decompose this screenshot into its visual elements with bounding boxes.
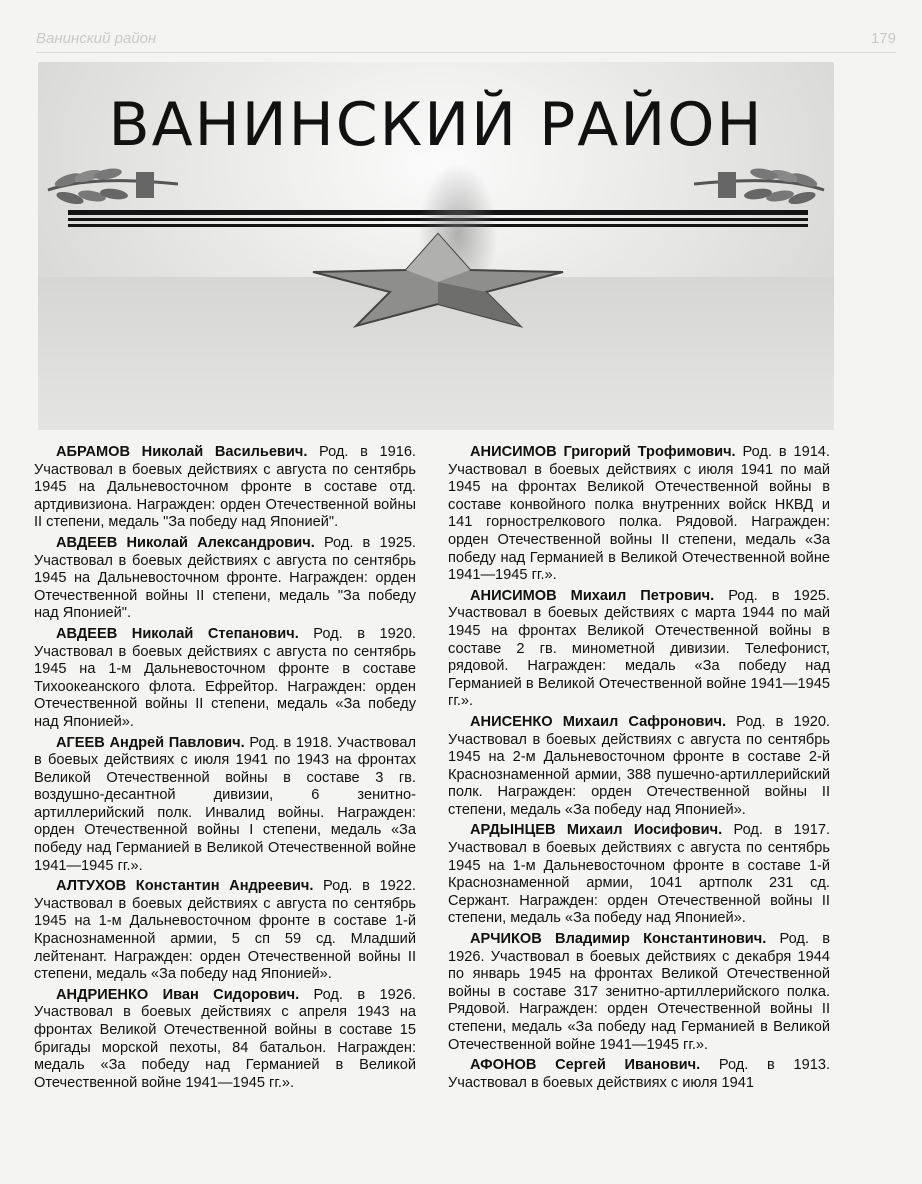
running-head-section: Ванинский район (36, 30, 157, 47)
biography-entry (448, 1057, 830, 1092)
biography-entry (448, 714, 830, 820)
entry-text: Род. в 1926. Участвовал в боевых действиях с апреля 1943 на фронтах Великой Отечественной войны в составе 15 бригады морской пехоты, 84 батальон. Награжден: медаль «За победу над Германией в Великой Отечественной войне 1941—1945 гг.». (34, 986, 416, 1091)
entry-text: Род. в 1918. Участвовал в боевых действиях с июля 1941 по 1943 на фронтах Великой Отечественной войны в составе 3 гв. воздушно-десантной дивизии, 6 зенитно-артиллерийский полк. Инвалид войны. Награжден: орден Отечественной войны I степени, медаль «За победу над Германией в Великой Отечественной войне 1941—1945 гг.». (34, 734, 416, 874)
entry-name: АФОНОВ Сергей Иванович. (470, 1057, 701, 1074)
biography-entry (448, 588, 830, 711)
entry-name: АРЧИКОВ Владимир Константинович. (470, 931, 767, 948)
entry-name: АВДЕЕВ Николай Александрович. (56, 534, 315, 551)
entry-name: АВДЕЕВ Николай Степанович. (56, 625, 299, 642)
biography-entry (34, 987, 416, 1093)
entry-text: Род. в 1916. Участвовал в боевых действиях с августа по сентябрь 1945 на Дальневосточном фронте в составе отд. артдивизиона. Награжден: орден Отечественной войны II степени, медаль "За победу над Японией". (34, 444, 416, 531)
entry-name: АРДЫНЦЕВ Михаил Иосифович. (470, 822, 723, 839)
entry-text: Род. в 1920. Участвовал в боевых действиях с августа по сентябрь 1945 на 1-м Дальневосточном фронте в составе Тихоокеанского флота. Ефрейтор. Награжден: орден Отечественной войны II степени, медаль «За победу над Японией». (34, 625, 416, 730)
entry-text: Род. в 1922. Участвовал в боевых действиях с августа по сентябрь 1945 на 1-м Дальневосточном фронте в составе 1-й Краснознаменной армии, 5 сп 59 сд. Младший лейтенант. Награжден: орден Отечественной войны II степени, медаль «За победу над Японией». (34, 878, 416, 983)
biography-entry (34, 535, 416, 623)
entry-name: АНИСИМОВ Григорий Трофимович. (470, 444, 736, 460)
entry-text: Род. в 1913. Участвовал в боевых действиях с июля 1941 (448, 1057, 831, 1091)
biography-entry (34, 626, 416, 732)
entry-name: АГЕЕВ Андрей Павлович. (56, 734, 245, 751)
page-number: 179 (870, 30, 896, 47)
star-monument-icon (308, 230, 568, 330)
biography-entry (34, 444, 416, 532)
entry-text: Род. в 1920. Участвовал в боевых действиях с августа по сентябрь 1945 на 2-м Дальневосточном фронте в составе 2-й Краснознаменной армии, 388 пушечно-артиллерийский полк. Награжден: орден Отечественной войны II степени, медаль «За победу над Японией». (448, 713, 830, 818)
page-title: ВАНИНСКИЙ РАЙОН (108, 90, 764, 160)
running-head (36, 28, 896, 53)
left-column (34, 444, 416, 1095)
biography-entry (34, 735, 416, 876)
entry-text: Род. в 1925. Участвовал в боевых действиях с августа по сентябрь 1945 на Дальневосточном фронте. Награжден: орден Отечественной войны II степени, медаль "За победу над Японией". (34, 534, 416, 622)
entry-name: АБРАМОВ Николай Васильевич. (56, 444, 308, 460)
biography-entry (34, 878, 416, 984)
entry-text: Род. в 1925. Участвовал в боевых действиях с марта 1944 по май 1945 на фронтах Великой Отечественной войны в составе 2 гв. минометной дивизии. Телефонист, рядовой. Награжден: медаль «За победу над Германией в Великой Отечественной войне 1941—1945 гг.». (448, 587, 830, 710)
title-banner (38, 62, 834, 430)
entry-name: АНИСЕНКО Михаил Сафронович. (470, 713, 727, 730)
biography-entry (448, 931, 830, 1054)
right-column (448, 444, 830, 1095)
entries-columns (34, 444, 834, 1184)
entry-text: Род. в 1917. Участвовал в боевых действиях с августа по сентябрь 1945 на 1-м Дальневосточном фронте в составе 1-й Краснознаменной армии, 1041 артполк 231 сд. Сержант. Награжден: орден Отечественной войны II степени, медаль «За победу над Японией». (448, 822, 831, 927)
entry-text: Род. в 1926. Участвовал в боевых действиях с декабря 1944 по январь 1945 на фронтах Великой Отечественной войны в составе 317 зенитно-артиллерийского полка. Рядовой. Награжден: орден Отечественной войны II степени, медаль «За победу над Германией в Великой Отечественной войне 1941—1945 гг.». (448, 931, 830, 1053)
entry-text: Род. в 1914. Участвовал в боевых действиях с июля 1941 по май 1945 на фронтах Великой Отечественной войны в составе конвойного полка внутренних войск НКВД и 141 горнострелкового полка. Рядовой. Награжден: орден Отечественной войны II степени, медаль «За победу над Германией в Великой Отечественной войне 1941—1945 гг.». (448, 444, 830, 584)
entry-name: АЛТУХОВ Константин Андреевич. (56, 878, 314, 895)
biography-entry (448, 444, 830, 585)
biography-entry (448, 822, 830, 928)
entry-name: АНДРИЕНКО Иван Сидорович. (56, 986, 300, 1003)
entry-name: АНИСИМОВ Михаил Петрович. (470, 587, 715, 604)
